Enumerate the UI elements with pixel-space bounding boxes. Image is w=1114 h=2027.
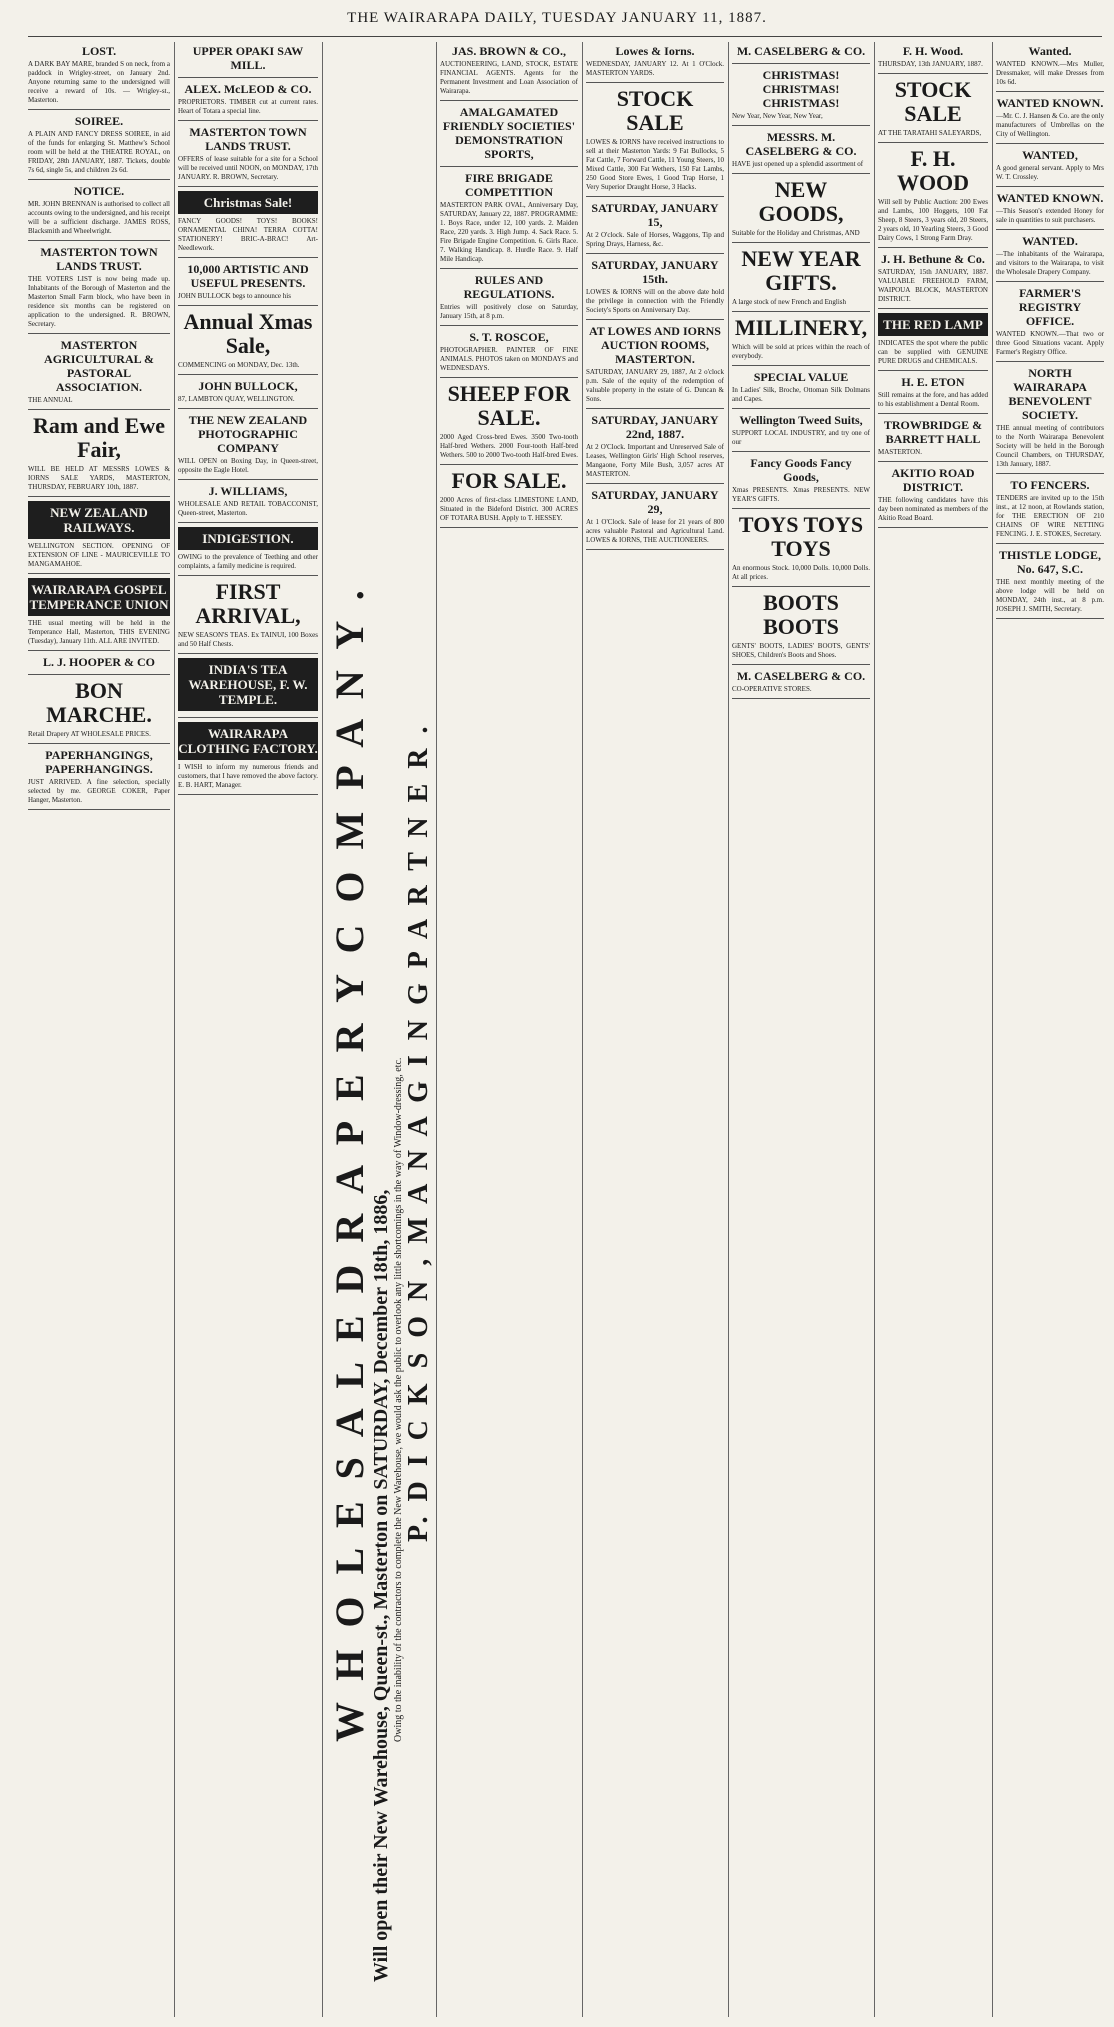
ad-heading: THISTLE LODGE, No. 647, S.C. [998, 548, 1102, 576]
ad-heading: STOCK SALE [616, 86, 694, 135]
ad-body: I WISH to inform my numerous friends and customers, that I have removed the above factory. E. B. HART, Manager. [178, 763, 318, 789]
ad-heading: THE RED LAMP [878, 313, 988, 336]
ad-heading: AT LOWES AND IORNS AUCTION ROOMS, MASTERTON. [589, 324, 721, 366]
ad-body: Xmas PRESENTS. Xmas PRESENTS. NEW YEAR'S GIFTS. [732, 486, 870, 503]
masthead: THE WAIRARAPA DAILY, TUESDAY JANUARY 11, 1887. [347, 10, 767, 26]
banner-line-3: Owing to the inability of the contractors to complete the New Warehouse, we would ask the public to overlook any little shortcomings in the way of Window-dressing, etc. [393, 1057, 404, 1742]
advertisement [732, 591, 870, 665]
ad-body: At 1 O'Clock. Sale of lease for 21 years of 800 acres valuable Pastoral and Agricultural Land. LOWES & IORNS, THE AUCTIONEERS. [586, 518, 724, 544]
advertisement [440, 171, 578, 269]
ad-heading: J. WILLIAMS, [208, 484, 288, 498]
column-5 [586, 42, 724, 2017]
ad-heading: FOR SALE. [451, 468, 567, 493]
ad-body: Still remains at the fore, and has added to his establishment a Dental Room. [878, 391, 988, 408]
ad-body: WILL BE HELD AT MESSRS LOWES & IORNS SALE YARDS, MASTERTON, THURSDAY, FEBRUARY 10th, 1887. [28, 465, 170, 491]
advertisement [586, 324, 724, 409]
ad-body: THE VOTERS LIST is now being made up. Inhabitants of the Borough of Masterton and the Masterton Small Farm block, who have been in residence six months can be registered on application to the undersigned. R. BROWN, Secretary. [28, 275, 170, 328]
advertisement [586, 44, 724, 83]
ad-body: INDICATES the spot where the public can be supplied with GENUINE PURE DRUGS and CHEMICALS. [878, 339, 988, 365]
advertisement [732, 316, 870, 366]
masthead-rule [28, 36, 1102, 37]
advertisement [28, 245, 170, 334]
advertisement [178, 44, 318, 78]
ad-heading: TO FENCERS. [1010, 478, 1090, 492]
advertisement [586, 488, 724, 550]
ad-heading: NEW YEAR GIFTS. [741, 246, 861, 295]
advertisement [440, 44, 578, 101]
advertisement [178, 722, 318, 795]
advertisement [28, 655, 170, 675]
ad-heading: SOIREE. [74, 114, 124, 128]
ad-heading: WANTED KNOWN. [996, 96, 1104, 110]
ad-body: THE following candidates have this day been nominated as members of the Akitio Road Board. [878, 496, 988, 522]
ad-body: PROPRIETORS. TIMBER cut at current rates. Heart of Totara a special line. [178, 98, 318, 115]
ad-body: OWING to the prevalence of Teething and other complaints, a family medicine is required. [178, 553, 318, 570]
advertisement [996, 478, 1104, 544]
advertisement [732, 513, 870, 587]
ad-body: WEDNESDAY, JANUARY 12. At 1 O'Clock. MASTERTON YARDS. [586, 60, 724, 77]
ad-heading: MASTERTON AGRICULTURAL & PASTORAL ASSOCIATION. [44, 338, 154, 394]
ad-body: LOWES & IORNS have received instructions to sell at their Masterton Yards: 9 Fat Bullocks, 5 Fat Cattle, 7 Forward Cattle, 11 Young Steers, 10 Mixed Cattle, 300 Fat Wethers, 150 Fat Lambs, 250 Good Store Ewes, 1 Good Trap Horse, 1 Very Superior Draught Horse, 3 Hacks. [586, 138, 724, 191]
ad-body: COMMENCING on MONDAY, Dec. 13th. [178, 361, 300, 369]
ad-heading: NORTH WAIRARAPA BENEVOLENT SOCIETY. [1008, 366, 1092, 422]
ad-heading: SATURDAY, JANUARY 22nd, 1887. [591, 413, 719, 441]
advertisement [28, 679, 170, 744]
advertisement [732, 247, 870, 312]
advertisement [178, 191, 318, 258]
advertisement [996, 234, 1104, 282]
ad-heading: WANTED KNOWN. [996, 191, 1104, 205]
advertisement [440, 105, 578, 167]
advertisement [28, 501, 170, 574]
ad-body: LOWES & IORNS will on the above date hold the privilege in connection with the Friendly Society's Sports on Anniversary Day. [586, 288, 724, 314]
ad-heading: SPECIAL VALUE [753, 370, 849, 384]
ad-body: New Year, New Year, New Year, [732, 112, 823, 120]
ad-body: THE next monthly meeting of the above lodge will be held on MONDAY, 24th inst., at 8 p.m. JOSEPH J. SMITH, Secretary. [996, 578, 1104, 613]
ad-body: HAVE just opened up a splendid assortment of [732, 160, 864, 168]
ad-body: A large stock of new French and English [732, 298, 846, 306]
ad-heading: SATURDAY, JANUARY 15, [591, 201, 719, 229]
vertical-banner [326, 42, 434, 2017]
advertisement [178, 262, 318, 306]
advertisement [732, 370, 870, 409]
advertisement [586, 413, 724, 484]
ad-heading: Annual Xmas Sale, [183, 309, 313, 358]
ad-body: —The inhabitants of the Wairarapa, and visitors to the Wairarapa, to visit the Wholesale Drapery Company. [996, 250, 1104, 276]
ad-heading: F. H. Wood. [902, 44, 964, 58]
ad-heading: WANTED, [1022, 148, 1078, 162]
advertisement [178, 125, 318, 187]
advertisement [178, 310, 318, 375]
ad-heading: THE NEW ZEALAND PHOTOGRAPHIC COMPANY [188, 413, 308, 455]
ad-heading: INDIGESTION. [178, 527, 318, 550]
ad-heading: FARMER'S REGISTRY OFFICE. [1018, 286, 1082, 328]
advertisement [440, 273, 578, 326]
advertisement [732, 669, 870, 699]
advertisement [732, 413, 870, 452]
ad-body: Will sell by Public Auction: 200 Ewes and Lambs, 100 Hoggets, 100 Fat Sheep, 8 Steers, 3 years old, 20 Steers, 2 years old, 10 Yearling Steers, 3 Good Dairy Cows, 1 Strong Farm Dray. [878, 198, 988, 242]
column-divider [436, 42, 437, 2017]
ad-body: NEW SEASON'S TEAS. Ex TAINUI, 100 Boxes and 50 Half Chests. [178, 631, 318, 648]
ad-body: A PLAIN AND FANCY DRESS SOIREE, in aid of the funds for enlarging St. Matthew's School room will be held at the THEATRE ROYAL, on FRIDAY, 28th JANUARY, 1887. Tickets, double 7s 6d, single 5s, and children 2s 6d. [28, 130, 170, 174]
ad-heading: Ram and Ewe Fair, [32, 413, 165, 462]
column-2 [178, 42, 318, 2017]
ad-body: TENDERS are invited up to the 15th inst., at 12 noon, at Rowlands station, for THE ERECTION OF 210 CHAINS OF WIRE NETTING FENCING. J. E. STOKES, Secretary. [996, 494, 1104, 538]
ad-body: 87, LAMBTON QUAY, WELLINGTON. [178, 395, 295, 403]
ad-body: A DARK BAY MARE, branded S on neck, from a paddock in Wrigley-street, on January 2nd. Anyone returning same to the undersigned will receive a reward of 10s. — Wrigley-st., Masterton. [28, 60, 170, 104]
ad-heading: 10,000 ARTISTIC AND USEFUL PRESENTS. [187, 262, 309, 290]
ad-body: OFFERS of lease suitable for a site for a School will be received until NOON, on MONDAY, 17th JANUARY. R. BROWN, Secretary. [178, 155, 318, 181]
ad-heading: RULES AND REGULATIONS. [463, 273, 555, 301]
advertisement [878, 466, 988, 528]
ad-body: THURSDAY, 13th JANUARY, 1887. [878, 60, 983, 68]
advertisement [996, 148, 1104, 187]
ad-heading: H. E. ETON [901, 375, 965, 389]
ad-body: THE ANNUAL [28, 396, 73, 404]
column-divider [992, 42, 993, 2017]
ad-heading: MESSRS. M. CASELBERG & CO. [745, 130, 857, 158]
advertisement [28, 114, 170, 180]
ad-heading: NOTICE. [73, 184, 125, 198]
ad-heading: Wanted. [1028, 44, 1072, 58]
advertisement [878, 252, 988, 309]
advertisement [732, 130, 870, 174]
banner-title: W H O L E S A L E D R A P E R Y C O M P A N Y . [327, 584, 372, 1742]
ad-body: —This Season's extended Honey for sale in quantities to suit purchasers. [996, 207, 1104, 224]
advertisement [878, 418, 988, 462]
column-divider [582, 42, 583, 2017]
ad-heading: MASTERTON TOWN LANDS TRUST. [189, 125, 307, 153]
advertisement [586, 87, 724, 197]
ad-body: WILL OPEN on Boxing Day, in Queen-street, opposite the Eagle Hotel. [178, 457, 318, 474]
advertisement [178, 379, 318, 409]
column-divider [728, 42, 729, 2017]
advertisement [996, 44, 1104, 92]
ad-body: At 2 O'clock. Sale of Horses, Waggons, Tip and Spring Drays, Harness, &c. [586, 231, 724, 248]
ad-body: A good general servant. Apply to Mrs W. T. Crossley. [996, 164, 1104, 181]
advertisement [586, 258, 724, 320]
ad-heading: TROWBRIDGE & BARRETT HALL [883, 418, 983, 446]
ad-heading: TOYS TOYS TOYS [738, 512, 864, 561]
ad-body: AUCTIONEERING, LAND, STOCK, ESTATE FINANCIAL AGENTS. Agents for the Permanent Investment and Loan Association of Wairarapa. [440, 60, 578, 95]
advertisement [28, 414, 170, 497]
banner-line-2: Will open their New Warehouse, Queen-st., Masterton on SATURDAY, December 18th, 1886, [370, 1189, 392, 1982]
ad-body: SUPPORT LOCAL INDUSTRY, and try one of our [732, 429, 870, 446]
ad-heading: Fancy Goods Fancy Goods, [750, 456, 852, 484]
ad-heading: JOHN BULLOCK, [198, 379, 298, 393]
ad-body: THE usual meeting will be held in the Temperance Hall, Masterton, THIS EVENING (Tuesday), January 11th. ALL ARE INVITED. [28, 619, 170, 645]
ad-heading: WAIRARAPA GOSPEL TEMPERANCE UNION [28, 578, 170, 616]
advertisement [878, 375, 988, 414]
ad-body: SATURDAY, JANUARY 29, 1887, At 2 o'clock p.m. Sale of the equity of the redemption of valuable property in the estate of G. Duncan & Sons. [586, 368, 724, 403]
advertisement [586, 201, 724, 254]
ad-heading: L. J. HOOPER & CO [42, 655, 155, 669]
ad-heading: WANTED. [1022, 234, 1078, 248]
column-divider [174, 42, 175, 2017]
advertisement [732, 456, 870, 509]
ad-heading: S. T. ROSCOE, [469, 330, 549, 344]
advertisement [878, 78, 988, 143]
ad-heading: M. CASELBERG & CO. [736, 669, 866, 683]
column-8 [996, 42, 1104, 2017]
ad-body: 2000 Aged Cross-bred Ewes. 3500 Two-tooth Half-bred Wethers. 2000 Four-tooth Half-bred Wethers. 500 to 2000 Two-tooth Half-bred Ewes. [440, 433, 578, 459]
advertisement [996, 96, 1104, 144]
advertisement [878, 313, 988, 371]
advertisement [440, 330, 578, 378]
ad-body: THE annual meeting of contributors to the North Wairarapa Benevolent Society will be held in the Borough Council Chambers, on THURSDAY, 13th January, 1887. [996, 424, 1104, 468]
advertisement [878, 147, 988, 248]
advertisement [178, 484, 318, 523]
ad-heading: FIRST ARRIVAL, [195, 579, 301, 628]
ad-heading: MILLINERY, [734, 315, 868, 340]
advertisement [996, 548, 1104, 619]
advertisement [996, 366, 1104, 474]
ad-heading: NEW ZEALAND RAILWAYS. [28, 501, 170, 539]
ad-body: Suitable for the Holiday and Christmas, AND [732, 229, 860, 237]
ad-body: An enormous Stock. 10,000 Dolls. 10,000 Dolls. At all prices. [732, 564, 870, 581]
ad-body: Retail Drapery AT WHOLESALE PRICES. [28, 730, 151, 738]
ad-heading: BON MARCHE. [46, 678, 152, 727]
advertisement [440, 469, 578, 528]
ad-body: SATURDAY, 15th JANUARY, 1887. VALUABLE FREEHOLD FARM, WAIPOUA BLOCK, MASTERTON DISTRICT. [878, 268, 988, 303]
ad-heading: UPPER OPAKI SAW MILL. [192, 44, 304, 72]
advertisement [28, 338, 170, 410]
column-divider [874, 42, 875, 2017]
ad-body: WELLINGTON SECTION. OPENING OF EXTENSION OF LINE - MAURICEVILLE TO MANGAMAHOE. [28, 542, 170, 568]
ad-body: PHOTOGRAPHER. PAINTER OF FINE ANIMALS. PHOTOS taken on MONDAYS and WEDNESDAYS. [440, 346, 578, 372]
column-7 [878, 42, 988, 2017]
ad-heading: SATURDAY, JANUARY 29, [591, 488, 719, 516]
ad-heading: JAS. BROWN & CO., [451, 44, 566, 58]
ad-heading: M. CASELBERG & CO. [736, 44, 866, 58]
ad-heading: STOCK SALE [894, 77, 972, 126]
ad-heading: F. H. WOOD [896, 146, 970, 195]
advertisement [178, 527, 318, 576]
advertisement [440, 382, 578, 465]
ad-body: JUST ARRIVED. A fine selection, specially selected by me. GEORGE COKER, Paper Hanger, Masterton. [28, 778, 170, 804]
advertisement [996, 286, 1104, 362]
ad-body: MASTERTON. [878, 448, 922, 456]
ad-heading: PAPERHANGINGS, PAPERHANGINGS. [45, 748, 153, 776]
advertisement [28, 748, 170, 810]
ad-body: In Ladies' Silk, Broche, Ottoman Silk Dolmans and Capes. [732, 386, 870, 403]
column-divider [322, 42, 323, 2017]
ad-heading: ALEX. McLEOD & CO. [184, 82, 312, 96]
advertisement [996, 191, 1104, 230]
column-4 [440, 42, 578, 2017]
ad-heading: LOST. [81, 44, 117, 58]
advertisement [732, 178, 870, 243]
advertisement [878, 44, 988, 74]
ad-body: At 2 O'Clock. Important and Unreserved Sale of Leases, Wellington Girls' High School reserves, Mangaone, Forty Mile Bush, 3,057 acres AT MASTERTON. [586, 443, 724, 478]
advertisement [178, 82, 318, 121]
ad-body: MR. JOHN BRENNAN is authorised to collect all accounts owing to the undersigned, and his receipt will be a sufficient discharge. JAMES ROSS, Blacksmith and Wheelwright. [28, 200, 170, 235]
ad-body: CO-OPERATIVE STORES. [732, 685, 812, 693]
ad-body: 2000 Acres of first-class LIMESTONE LAND, Situated in the Bideford District. 300 ACRES OF TOTARA BUSH. Apply to T. HESSEY. [440, 496, 578, 522]
ad-heading: J. H. Bethune & Co. [881, 252, 985, 266]
ad-body: AT THE TARATAHI SALEYARDS, [878, 129, 982, 137]
ad-heading: SATURDAY, JANUARY 15th. [591, 258, 719, 286]
column-6 [732, 42, 870, 2017]
ad-heading: BOOTS BOOTS [763, 590, 839, 639]
column-1 [28, 42, 170, 2017]
ad-body: Entries will positively close on Saturday, January 15th, at 8 p.m. [440, 303, 578, 320]
advertisement [178, 658, 318, 718]
ad-heading: MASTERTON TOWN LANDS TRUST. [40, 245, 158, 273]
ad-heading: WAIRARAPA CLOTHING FACTORY. [178, 722, 318, 760]
advertisement [178, 413, 318, 480]
ad-heading: AMALGAMATED FRIENDLY SOCIETIES' DEMONSTRATION SPORTS, [442, 105, 576, 161]
ad-heading: INDIA'S TEA WAREHOUSE, F. W. TEMPLE. [178, 658, 318, 711]
ad-body: —Mr. C. J. Hansen & Co. are the only manufacturers of Umbrellas on the City of Wellington. [996, 112, 1104, 138]
ad-body: FANCY GOODS! TOYS! BOOKS! ORNAMENTAL CHINA! TERRA COTTA! STATIONERY! BRIC-A-BRAC! Art-Needlework. [178, 217, 318, 252]
ad-body: WANTED KNOWN.—Mrs Muller, Dressmaker, will make Dresses from 10s 6d. [996, 60, 1104, 86]
ad-heading: Wellington Tweed Suits, [739, 413, 863, 427]
ad-body: MASTERTON PARK OVAL, Anniversary Day, SATURDAY, January 22, 1887. PROGRAMME: 1. Boys Race, under 12, 100 yards. 2. Maiden Race, 220 yards. 3. High Jump. 4. Sack Race. 5. Fire Brigade Engine Competition. 6. Girls Race. 7. Walking Handicap. 8. Hurdle Race. 9. Half Mile Handicap. [440, 201, 578, 263]
ad-heading: FIRE BRIGADE COMPETITION [464, 171, 553, 199]
ad-body: JOHN BULLOCK begs to announce his [178, 292, 291, 300]
advertisement [732, 68, 870, 126]
advertisement [28, 44, 170, 110]
advertisement [732, 44, 870, 64]
ad-body: WANTED KNOWN.—That two or three Good Situations vacant. Apply Farmer's Registry Office. [996, 330, 1104, 356]
ad-heading: Lowes & Iorns. [615, 44, 695, 58]
ad-body: Which will be sold at prices within the reach of everybody. [732, 343, 870, 360]
ad-heading: Christmas Sale! [178, 191, 318, 214]
ad-heading: CHRISTMAS! CHRISTMAS! CHRISTMAS! [762, 68, 840, 110]
banner-line-4: P. D I C K S O N , M A N A G I N G P A R T N E R . [403, 722, 434, 1542]
advertisement [28, 184, 170, 241]
advertisement [178, 580, 318, 654]
ad-heading: NEW GOODS, [758, 177, 844, 226]
ad-heading: AKITIO ROAD DISTRICT. [891, 466, 975, 494]
ad-heading: SHEEP FOR SALE. [447, 381, 571, 430]
ad-body: GENTS' BOOTS, LADIES' BOOTS, GENTS' SHOES, Children's Boots and Shoes. [732, 642, 870, 659]
ad-body: WHOLESALE AND RETAIL TOBACCONIST, Queen-street, Masterton. [178, 500, 318, 517]
advertisement [28, 578, 170, 651]
